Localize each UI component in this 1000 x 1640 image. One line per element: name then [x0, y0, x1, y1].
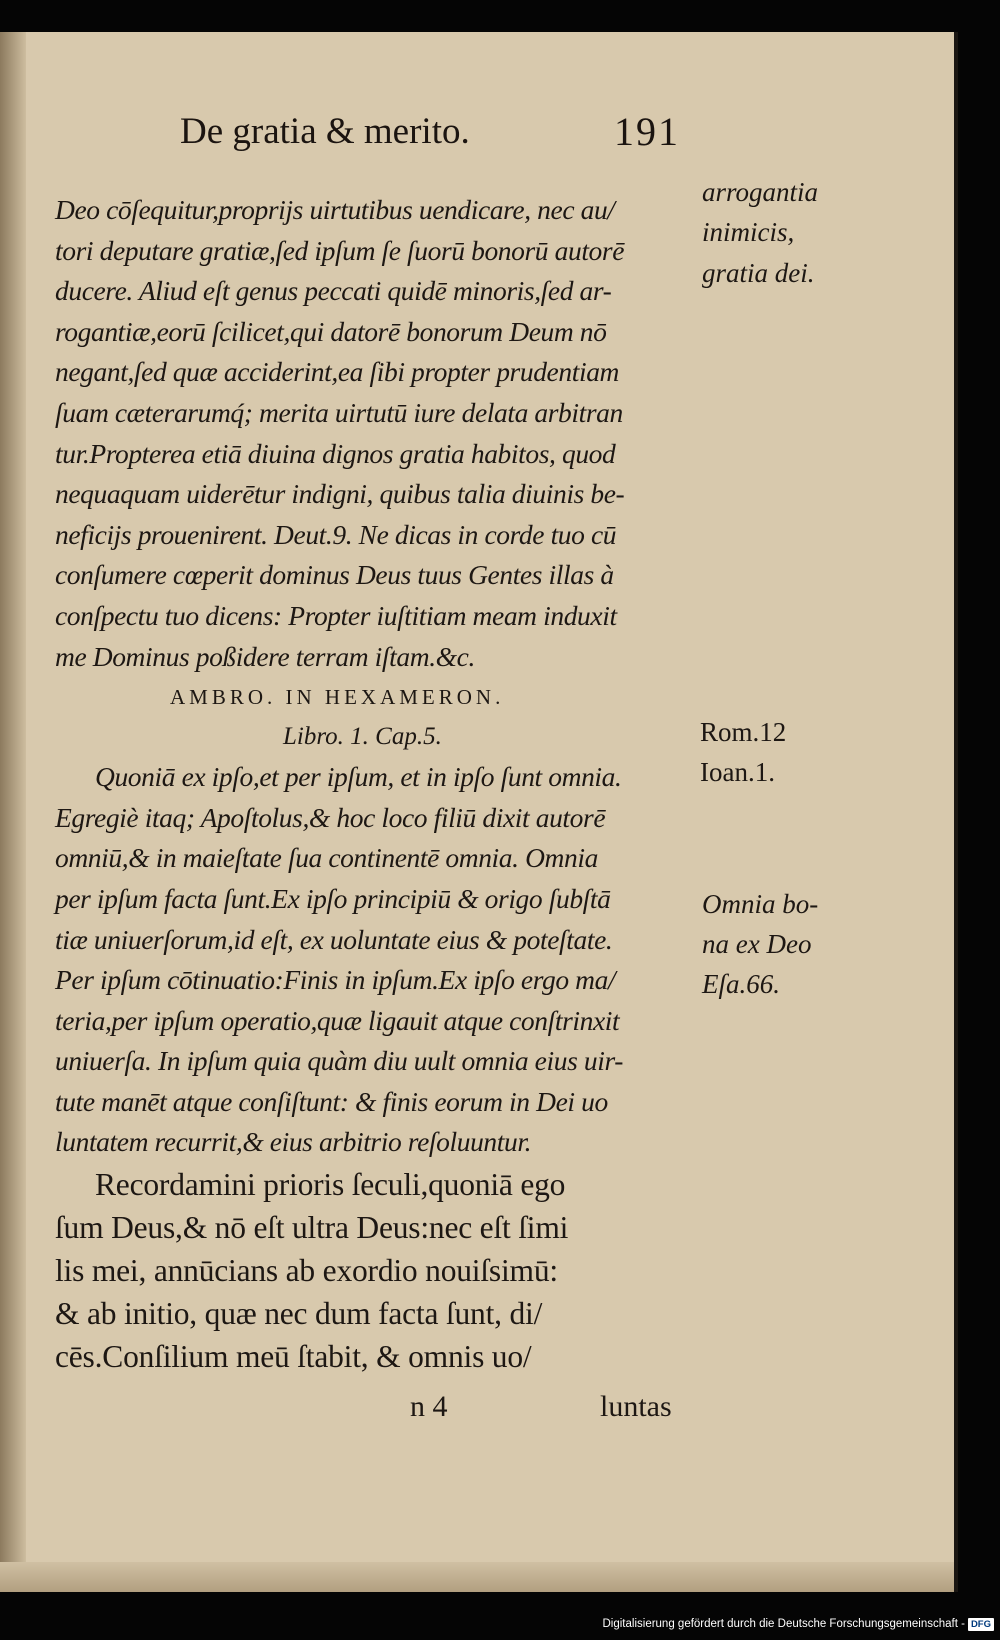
- quote-line: omniū,& in maieſtate ſua continentē omnia. Omnia: [55, 842, 598, 874]
- scripture-line: lis mei, annūcians ab exordio nouiſsimū:: [55, 1253, 558, 1289]
- section-subheading: Libro. 1. Cap.5.: [283, 723, 442, 751]
- quote-line: Per ipſum cōtinuatio:Finis in ipſum.Ex ipſo ergo ma/: [55, 964, 616, 996]
- text-line: ducere. Aliud eſt genus peccati quidē minoris,ſed ar-: [55, 275, 612, 307]
- margin-note: Eſa.66.: [702, 969, 780, 999]
- text-line: ſuam cæterarumq́; merita uirtutū iure delata arbitran: [55, 396, 623, 428]
- running-title: De gratia & merito.: [180, 111, 470, 152]
- scripture-line: ſum Deus,& nō eſt ultra Deus:nec eſt ſimi: [55, 1210, 569, 1246]
- scripture-line: cēs.Conſilium meū ſtabit, & omnis uo/: [55, 1339, 532, 1375]
- quote-line: Egregiè itaq; Apoſtolus,& hoc loco filiū dixit autorē: [55, 801, 606, 833]
- quote-line: per ipſum facta ſunt.Ex ipſo principiū & origo ſubſtā: [55, 882, 611, 914]
- scripture-line: & ab initio, quæ nec dum facta ſunt, di/: [55, 1296, 543, 1332]
- digitization-footer: [603, 1616, 995, 1632]
- margin-note: Omnia bo-: [702, 889, 819, 919]
- book-page: [0, 32, 958, 1592]
- margin-note: Rom.12: [700, 717, 787, 747]
- text-line: Deo cōſequitur,proprijs uirtutibus uendicare, nec au/: [55, 194, 615, 225]
- text-line: negant,ſed quæ acciderint,ea ſibi propter prudentiam: [55, 356, 620, 388]
- page-header: [180, 102, 680, 162]
- signature-mark: n 4: [410, 1390, 448, 1423]
- text-line: neficijs prouenirent. Deut.9. Ne dicas in corde tuo cū: [55, 518, 617, 550]
- text-line: me Dominus poßidere terram iſtam.&c.: [55, 640, 475, 672]
- catchword: luntas: [600, 1390, 672, 1423]
- quote-line: tute manēt atque conſiſtunt: & finis eorum in Dei uo: [55, 1085, 608, 1117]
- quote-line: Quoniā ex ipſo,et per ipſum, et in ipſo ſunt omnia.: [95, 761, 622, 793]
- margin-note: na ex Deo: [702, 929, 812, 959]
- quote-line: uniuerſa. In ipſum quia quàm diu uult omnia eius uir-: [55, 1045, 623, 1077]
- catchline: [410, 1390, 700, 1434]
- main-text-block: [55, 190, 695, 1378]
- text-line: tur.Propterea etiā diuina dignos gratia habitos, quod: [55, 437, 616, 469]
- section-heading: AMBRO. IN HEXAMERON.: [170, 685, 505, 710]
- quote-line: tiæ uniuerſorum,id eſt, ex uoluntate eius & poteſtate.: [55, 923, 613, 955]
- text-line: tori deputare gratiæ,ſed ipſum ſe ſuorū bonorū autorē: [55, 234, 625, 266]
- margin-note: Ioan.1.: [700, 757, 775, 787]
- text-line: conſpectu tuo dicens: Propter iuſtitiam meam induxit: [55, 599, 617, 631]
- quote-line: luntatem recurrit,& eius arbitrio reſoluuntur.: [55, 1126, 532, 1158]
- margin-note: inimicis,: [702, 217, 795, 247]
- margin-note: arrogantia: [702, 177, 819, 207]
- footer-credit-text: Digitalisierung gefördert durch die Deutsche Forschungsgemeinschaft -: [602, 1618, 965, 1630]
- text-line: nequaquam uiderētur indigni, quibus talia diuinis be-: [55, 478, 625, 510]
- quote-line: teria,per ipſum operatio,quæ ligauit atque conſtrinxit: [55, 1004, 620, 1036]
- page-gutter-shadow: [0, 32, 26, 1592]
- scripture-line: Recordamini prioris ſeculi,quoniā ego: [95, 1167, 566, 1203]
- dfg-logo-icon: DFG: [968, 1618, 994, 1631]
- text-line: rogantiæ,eorū ſcilicet,qui datorē bonorum Deum nō: [55, 315, 607, 347]
- text-line: conſumere cœperit dominus Deus tuus Gentes illas à: [55, 559, 614, 591]
- page-bottom-edge: [0, 1562, 954, 1592]
- page-number: 191: [614, 109, 680, 154]
- margin-note: gratia dei.: [702, 258, 815, 288]
